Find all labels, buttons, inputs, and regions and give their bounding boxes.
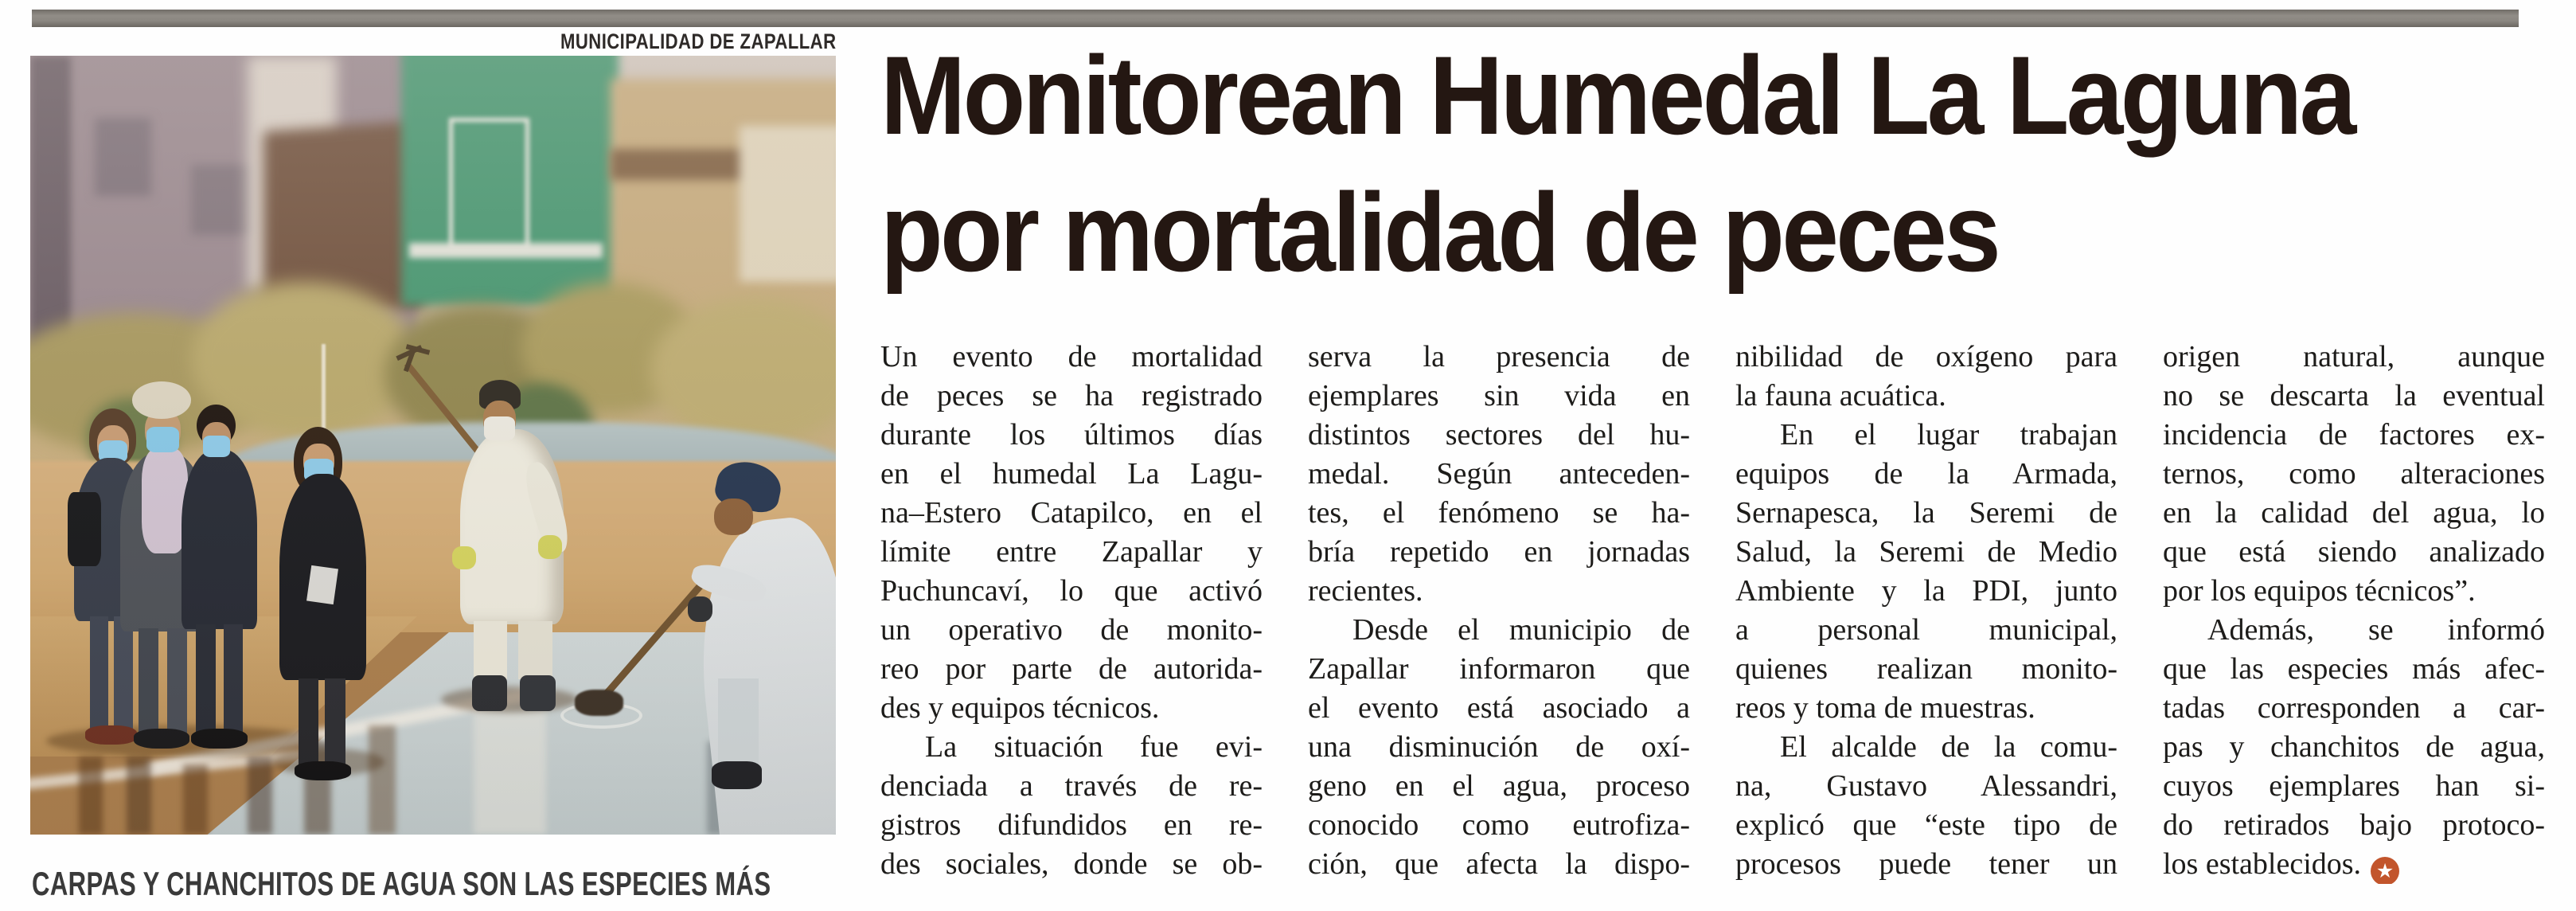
article-line: distintos sectores del hu- xyxy=(1308,418,1690,452)
article-line: ternos, como alteraciones xyxy=(2163,457,2545,491)
article-line: límite entre Zapallar y xyxy=(880,535,1263,569)
article-line: origen natural, aunque xyxy=(2163,340,2545,373)
photo-haze-overlay xyxy=(30,56,836,835)
article-line: cuyos ejemplares han si- xyxy=(2163,769,2545,803)
article-photo xyxy=(30,56,836,835)
article-line: equipos de la Armada, xyxy=(1735,457,2117,491)
article-line: Ambiente y la PDI, junto xyxy=(1735,574,2117,608)
article-line: Puchuncaví, lo que activó xyxy=(880,574,1263,608)
article-line: una disminución de oxí- xyxy=(1308,730,1690,764)
article-line: reo por parte de autorida- xyxy=(880,652,1263,686)
photo-credit: MUNICIPALIDAD DE ZAPALLAR xyxy=(560,29,836,53)
article-line: a personal municipal, xyxy=(1735,613,2117,647)
article-line: en el humedal La Lagu- xyxy=(880,457,1263,491)
article-line: na–Estero Catapilco, en el xyxy=(880,496,1263,530)
article-line: en la calidad del agua, lo xyxy=(2163,496,2545,530)
article-line: el evento está asociado a xyxy=(1308,691,1690,725)
article-line: denciada a través de re- xyxy=(880,769,1263,803)
article-line: que las especies más afec- xyxy=(2163,652,2545,686)
article-end-star-icon: ★ xyxy=(2371,857,2399,885)
article-line: El alcalde de la comu- xyxy=(1780,730,2117,764)
article-line: En el lugar trabajan xyxy=(1780,418,2117,452)
article-line: ejemplares sin vida en xyxy=(1308,379,1690,412)
article-line: Además, se informó xyxy=(2207,613,2545,647)
article-line: incidencia de factores ex- xyxy=(2163,418,2545,452)
article-column xyxy=(880,338,1263,884)
article-line: do retirados bajo protoco- xyxy=(2163,808,2545,842)
article-line: tadas corresponden a car- xyxy=(2163,691,2545,725)
article-line: Un evento de mortalidad xyxy=(880,340,1263,373)
article-line: na, Gustavo Alessandri, xyxy=(1735,769,2117,803)
article-line: des y equipos técnicos. xyxy=(880,691,1160,725)
article-line: no se descarta la eventual xyxy=(2163,379,2545,412)
article-line: procesos puede tener un xyxy=(1735,847,2117,881)
article-line: gistros difundidos en re- xyxy=(880,808,1263,842)
article-headline xyxy=(880,27,2560,301)
photo-caption: CARPAS Y CHANCHITOS DE AGUA SON LAS ESPECIES MÁS xyxy=(32,865,771,902)
article-line: serva la presencia de xyxy=(1308,340,1690,373)
top-rule-bar xyxy=(32,10,2519,27)
article-column xyxy=(1735,338,2117,884)
article-line: tes, el fenómeno se ha- xyxy=(1308,496,1690,530)
article-line: de peces se ha registrado xyxy=(880,379,1263,412)
article-line: quienes realizan monito- xyxy=(1735,652,2117,686)
article-line: la fauna acuática. xyxy=(1735,379,1946,412)
article-column xyxy=(1308,338,1690,884)
article-line: que está siendo analizado xyxy=(2163,535,2545,569)
article-line: nibilidad de oxígeno para xyxy=(1735,340,2117,373)
photo-caption-wrap xyxy=(32,865,907,903)
article-line: pas y chanchitos de agua, xyxy=(2163,730,2545,764)
article-line: Desde el municipio de xyxy=(1352,613,1690,647)
article-line: geno en el agua, proceso xyxy=(1308,769,1690,803)
article-line: recientes. xyxy=(1308,574,1423,608)
article-line: La situación fue evi- xyxy=(925,730,1263,764)
article-line: medal. Según anteceden- xyxy=(1308,457,1690,491)
article-column xyxy=(2163,338,2545,884)
article-line: explicó que “este tipo de xyxy=(1735,808,2117,842)
article-line: bría repetido en jornadas xyxy=(1308,535,1690,569)
article-line: Zapallar informaron que xyxy=(1308,652,1690,686)
photo-credit-wrap xyxy=(30,29,836,54)
article-body xyxy=(880,338,2546,884)
article-line: durante los últimos días xyxy=(880,418,1263,452)
article-line: por los equipos técnicos”. xyxy=(2163,574,2476,608)
headline-line-1: Monitorean Humedal La Laguna xyxy=(880,33,2354,158)
article-line: conocido como eutrofiza- xyxy=(1308,808,1690,842)
article-line: Salud, la Seremi de Medio xyxy=(1735,535,2117,569)
article-line: ción, que afecta la dispo- xyxy=(1308,847,1690,881)
article-line: un operativo de monito- xyxy=(880,613,1263,647)
article-line: Sernapesca, la Seremi de xyxy=(1735,496,2117,530)
article-line: reos y toma de muestras. xyxy=(1735,691,2035,725)
article-line: los establecidos. ★ xyxy=(2163,845,2545,884)
headline-line-2: por mortalidad de peces xyxy=(880,170,1999,295)
article-line: des sociales, donde se ob- xyxy=(880,847,1263,881)
